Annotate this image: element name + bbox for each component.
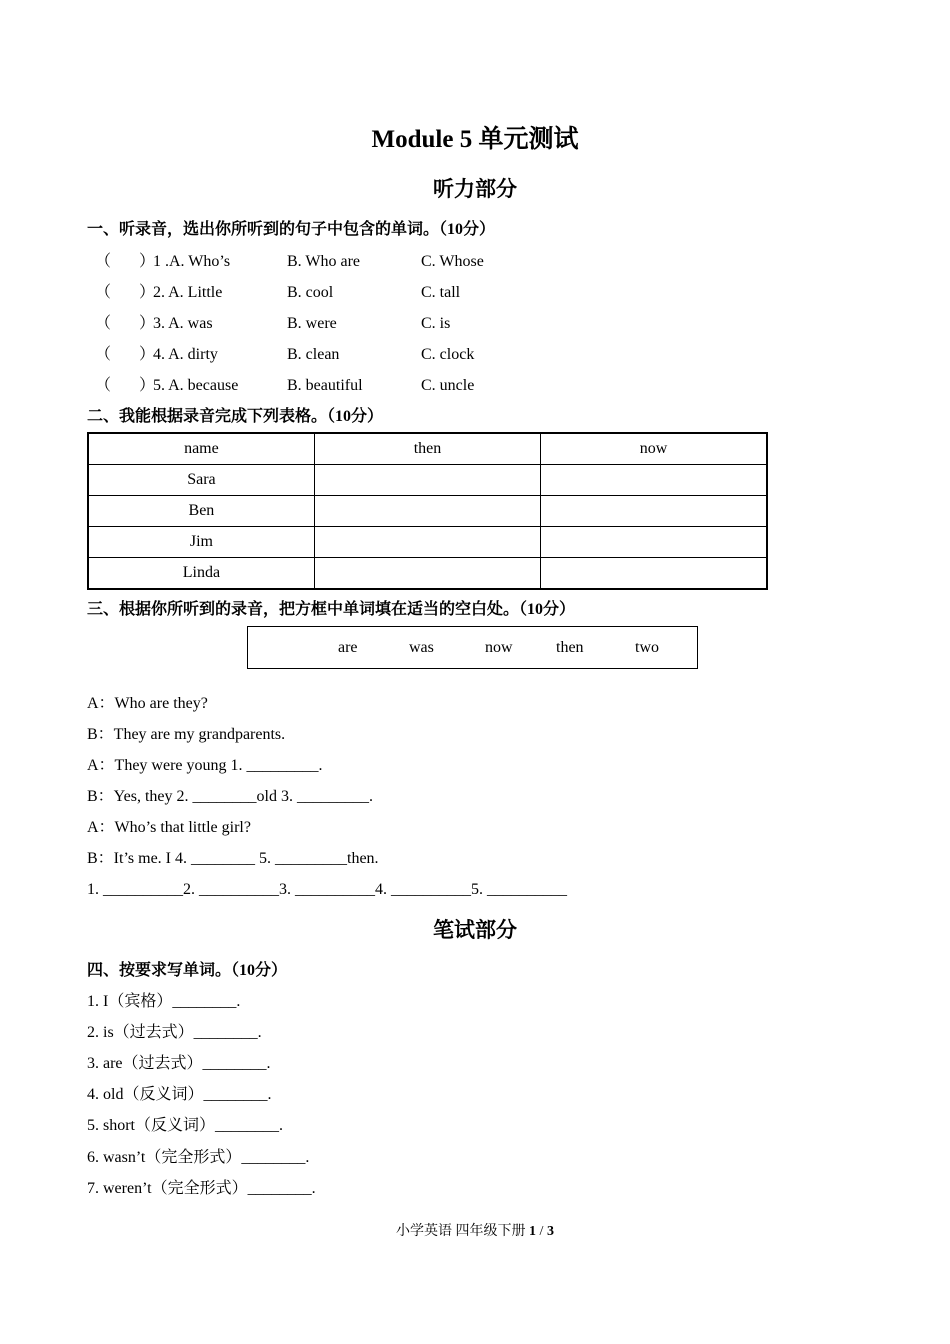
answer-paren-open: （	[95, 315, 112, 332]
table-row	[88, 465, 767, 496]
word-bank-box	[247, 626, 698, 669]
word-bank-item: was	[409, 639, 434, 656]
row-name-cell: Jim	[88, 527, 314, 558]
listening-part-title: 听力部分	[433, 177, 517, 201]
section-2-heading: 二、我能根据录音完成下列表格。（10分）	[87, 408, 384, 425]
option-a: 1 .A. Who’s	[153, 253, 231, 270]
table-row	[88, 558, 767, 590]
option-c: C. tall	[421, 284, 461, 301]
question-1	[87, 251, 787, 273]
then-blank-cell[interactable]	[314, 465, 540, 496]
word-form-item: 5. short（反义词）________.	[87, 1117, 284, 1134]
dialogue-line: A：Who are they?	[87, 695, 208, 712]
row-name-cell: Linda	[88, 558, 314, 590]
option-a: 5. A. because	[153, 377, 239, 394]
option-c: C. is	[421, 315, 451, 332]
word-form-item: 4. old（反义词）________.	[87, 1086, 272, 1103]
option-c: C. clock	[421, 346, 475, 363]
now-blank-cell[interactable]	[541, 558, 767, 590]
dialogue-line: A：Who’s that little girl?	[87, 819, 251, 836]
answer-blanks-line: 1. __________2. __________3. __________4. __________5. __________	[87, 881, 567, 898]
option-b: B. beautiful	[287, 377, 363, 394]
header-name: name	[88, 433, 314, 465]
question-4	[87, 344, 787, 366]
now-blank-cell[interactable]	[541, 496, 767, 527]
option-c: C. uncle	[421, 377, 475, 394]
answer-paren-open: （	[95, 253, 112, 270]
page-title: Module 5 单元测试	[371, 126, 579, 153]
option-b: B. cool	[287, 284, 334, 301]
dialogue-line: A：They were young 1. _________.	[87, 757, 323, 774]
now-blank-cell[interactable]	[541, 465, 767, 496]
word-bank-item: then	[556, 639, 584, 656]
header-now: now	[541, 433, 767, 465]
answer-paren-open: （	[95, 346, 112, 363]
answer-paren-open: （	[95, 284, 112, 301]
table-header-row	[88, 433, 767, 465]
footer-page-number: 1	[529, 1224, 537, 1239]
footer-page-total: 3	[546, 1224, 554, 1239]
section-4-heading: 四、按要求写单词。（10分）	[87, 962, 288, 979]
dialogue-line: B：It’s me. I 4. ________ 5. _________then.	[87, 850, 379, 867]
row-name-cell: Ben	[88, 496, 314, 527]
option-a: 4. A. dirty	[153, 346, 218, 363]
word-form-item: 1. I（宾格）________.	[87, 993, 241, 1010]
then-now-table	[87, 432, 768, 590]
option-a: 3. A. was	[153, 315, 213, 332]
answer-paren-close: ）	[139, 346, 156, 363]
dialogue-line: B：They are my grandparents.	[87, 726, 286, 743]
writing-part-title: 笔试部分	[433, 918, 517, 942]
now-blank-cell[interactable]	[541, 527, 767, 558]
word-bank-item: two	[635, 639, 659, 656]
answer-paren-open: （	[95, 377, 112, 394]
answer-paren-close: ）	[139, 315, 156, 332]
answer-paren-close: ）	[139, 253, 156, 270]
word-bank-item: now	[485, 639, 513, 656]
word-form-item: 3. are（过去式）________.	[87, 1055, 271, 1072]
word-form-item: 7. weren’t（完全形式）________.	[87, 1180, 316, 1197]
option-b: B. Who are	[287, 253, 361, 270]
row-name-cell: Sara	[88, 465, 314, 496]
page-footer	[0, 1222, 950, 1242]
footer-separator: /	[536, 1224, 547, 1239]
option-c: C. Whose	[421, 253, 484, 270]
answer-paren-close: ）	[139, 284, 156, 301]
then-blank-cell[interactable]	[314, 558, 540, 590]
header-then: then	[314, 433, 540, 465]
section-3-heading: 三、根据你所听到的录音，把方框中单词填在适当的空白处。（10分）	[87, 601, 576, 618]
dialogue-line: B：Yes, they 2. ________old 3. _________.	[87, 788, 373, 805]
question-3	[87, 313, 787, 335]
option-a: 2. A. Little	[153, 284, 223, 301]
then-blank-cell[interactable]	[314, 496, 540, 527]
option-b: B. were	[287, 315, 337, 332]
word-bank-item: are	[338, 639, 358, 656]
question-5	[87, 375, 787, 397]
table-row	[88, 527, 767, 558]
then-blank-cell[interactable]	[314, 527, 540, 558]
footer-course: 小学英语 四年级下册	[396, 1224, 530, 1239]
section-1-heading: 一、听录音，选出你所听到的句子中包含的单词。（10分）	[87, 221, 496, 238]
word-form-item: 6. wasn’t（完全形式）________.	[87, 1149, 310, 1166]
option-b: B. clean	[287, 346, 340, 363]
word-form-item: 2. is（过去式）________.	[87, 1024, 262, 1041]
table-row	[88, 496, 767, 527]
answer-paren-close: ）	[139, 377, 156, 394]
question-2	[87, 282, 787, 304]
